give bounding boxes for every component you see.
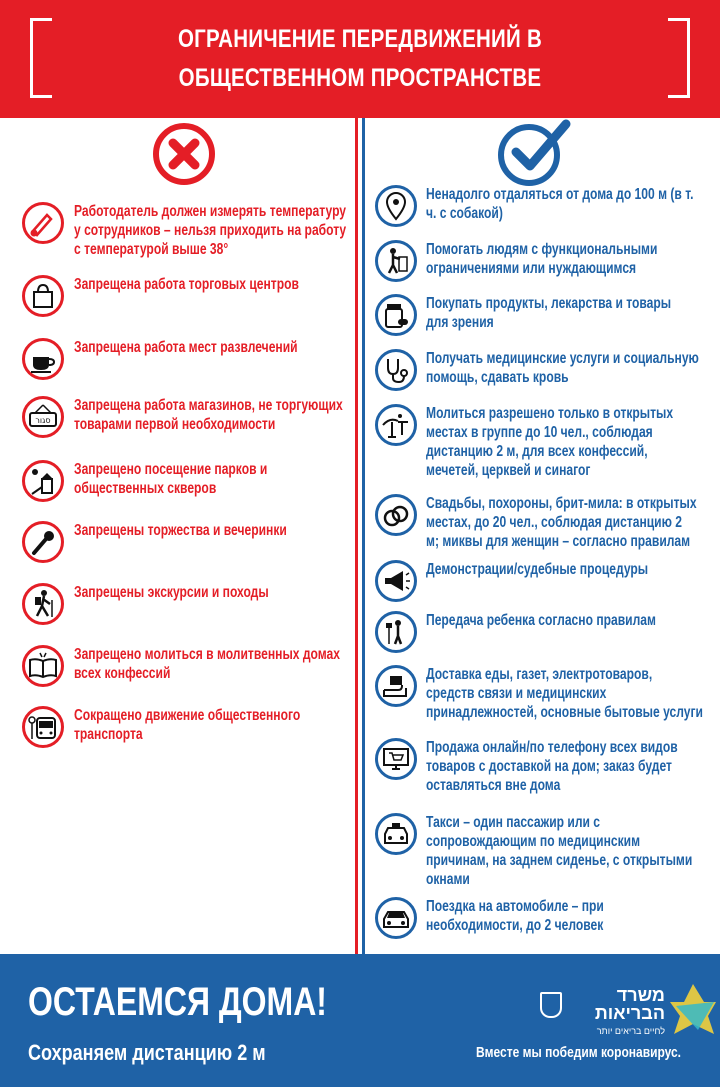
allowed-item-line: Ненадолго отдаляться от дома до 100 м (в т.	[426, 186, 694, 203]
prohibited-item-line: Сокращено движение общественного	[74, 707, 301, 724]
star-logo-icon	[668, 982, 718, 1038]
svg-text:סגור: סגור	[35, 416, 51, 425]
allowed-item-line: Продажа онлайн/по телефону всех видов	[426, 739, 678, 756]
allowed-item-line: местах, до 20 чел., соблюдая дистанцию 2	[426, 514, 683, 531]
footer-banner	[0, 954, 720, 1087]
allowed-item-text	[426, 349, 699, 387]
closed-sign-icon	[22, 396, 64, 438]
allowed-item-line: ограничениями или нуждающимся	[426, 260, 637, 277]
allowed-item	[375, 897, 654, 939]
prayer-icon	[375, 404, 417, 446]
slogan: Вместе мы победим коронавирус.	[476, 1044, 682, 1061]
prohibited-item	[22, 645, 415, 687]
hiker-icon	[22, 583, 64, 625]
allowed-item-line: сопровождающим по медицинским	[426, 833, 641, 850]
prohibited-item-text	[74, 521, 287, 540]
prohibited-item-line: всех конфессий	[74, 665, 171, 682]
allowed-item-line: средств связи и медицинских	[426, 685, 607, 702]
menorah-emblem-icon	[540, 992, 562, 1018]
allowed-item-line: принадлежностей, основные бытовые услуги	[426, 704, 703, 721]
allowed-item-line: Поездка на автомобиле – при	[426, 898, 604, 915]
prohibited-item	[22, 706, 364, 748]
prohibited-item-line: Запрещена работа мест развлечений	[74, 339, 298, 356]
prohibited-item-text	[74, 275, 299, 294]
medicine-icon	[375, 294, 417, 336]
prohibited-item	[22, 275, 362, 317]
prohibited-item-line: транспорта	[74, 726, 143, 743]
title-line-2: ОБЩЕСТВЕННОМ ПРОСТРАНСТВЕ	[178, 64, 542, 92]
prohibited-item-text	[74, 706, 300, 744]
prohibited-item-line: Запрещено молиться в молитвенных домах	[74, 646, 340, 663]
left-bracket-decoration	[30, 18, 52, 98]
allowed-item-text	[426, 185, 693, 223]
prohibited-item-line: товарами первой необходимости	[74, 416, 276, 433]
book-icon	[22, 645, 64, 687]
prohibited-item	[22, 338, 361, 380]
child-icon	[375, 611, 417, 653]
prohibited-item-line: Запрещена работа торговых центров	[74, 276, 299, 293]
allowed-item-line: Молиться разрешено только в открытых	[426, 405, 674, 422]
megaphone-icon	[375, 560, 417, 602]
prohibited-item-text	[74, 460, 267, 498]
taxi-icon	[375, 813, 417, 855]
delivery-icon	[375, 665, 417, 707]
allowed-item-text	[426, 294, 671, 332]
allowed-item-line: Получать медицинские услуги и социальную	[426, 350, 699, 367]
allowed-item	[375, 494, 720, 551]
allowed-item-line: товаров с доставкой на дом; заказ будет	[426, 758, 672, 775]
prohibited-item	[22, 460, 322, 502]
prohibited-item-line: с температурой выше 38°	[74, 241, 229, 258]
allowed-item-line: Доставка еды, газет, электротоваров,	[426, 666, 653, 683]
allowed-item-text	[426, 611, 656, 630]
allowed-item-line: необходимости, до 2 человек	[426, 917, 604, 934]
prohibited-item-line: общественных скверов	[74, 480, 217, 497]
prohibited-item-line: Запрещены экскурсии и походы	[74, 584, 269, 601]
prohibited-item-line: у сотрудников – нельзя приходить на работу	[74, 222, 347, 239]
prohibited-item-text	[74, 338, 298, 357]
playground-icon	[22, 460, 64, 502]
shopping-bag-icon	[22, 275, 64, 317]
allowed-item-text	[426, 404, 673, 480]
ministry-name: משרד הבריאות	[594, 985, 665, 1023]
allowed-item-line: окнами	[426, 871, 470, 888]
allowed-item-text	[426, 494, 697, 551]
stay-home-heading: ОСТАЕМСЯ ДОМА!	[28, 980, 327, 1024]
allowed-item-line: мечетей, церквей и синагог	[426, 462, 591, 479]
allowed-item	[375, 240, 720, 282]
allowed-item-line: Демонстрации/судебные процедуры	[426, 561, 649, 578]
bus-icon	[22, 706, 64, 748]
allowed-item-text	[426, 897, 604, 935]
prohibited-item-line: Запрещена работа магазинов, не торгующих	[74, 397, 343, 414]
prohibited-item	[22, 521, 347, 563]
prohibited-item-line: Запрещено посещение парков и	[74, 461, 268, 478]
allowed-item-line: местах в группе до 10 чел., соблюдая	[426, 424, 653, 441]
allowed-item-text	[426, 665, 703, 722]
prohibited-item-text	[74, 583, 269, 602]
allowed-item-text	[426, 738, 678, 795]
allowed-item	[375, 349, 720, 391]
prohibited-x-icon	[153, 123, 215, 185]
allowed-item-line: Покупать продукты, лекарства и товары	[426, 295, 672, 312]
online-shop-icon	[375, 738, 417, 780]
allowed-item	[375, 294, 720, 336]
allowed-item-text	[426, 240, 657, 278]
distance-subheading: Сохраняем дистанцию 2 м	[28, 1040, 266, 1065]
allowed-item	[375, 560, 711, 602]
prohibited-item	[22, 396, 419, 438]
allowed-item-line: Свадьбы, похороны, брит-мила: в открытых	[426, 495, 697, 512]
allowed-item-line: для зрения	[426, 314, 494, 331]
allowed-item-line: Передача ребенка согласно правилам	[426, 612, 656, 629]
allowed-item-line: Такси – один пассажир или с	[426, 814, 601, 831]
prohibited-item-text	[74, 202, 346, 259]
allowed-item	[375, 404, 720, 480]
prohibited-item-line: Запрещены торжества и вечеринки	[74, 522, 287, 539]
title-line-1: ОГРАНИЧЕНИЕ ПЕРЕДВИЖЕНИЙ В	[177, 25, 543, 53]
allowed-item-line: м; миквы для женщин – согласно правилам	[426, 533, 691, 550]
rings-icon	[375, 494, 417, 536]
microphone-icon	[22, 521, 64, 563]
allowed-item-line: ч. с собакой)	[426, 205, 503, 222]
allowed-check-icon	[498, 124, 560, 186]
header-banner	[0, 0, 720, 118]
allowed-item-text	[426, 560, 648, 579]
stethoscope-icon	[375, 349, 417, 391]
prohibited-item-line: Работодатель должен измерять температуру	[74, 203, 347, 220]
allowed-item-line: дистанцию 2 м, для всех конфессий,	[426, 443, 648, 460]
allowed-item-line: оставляться вне дома	[426, 777, 561, 794]
coffee-cup-icon	[22, 338, 64, 380]
allowed-item	[375, 813, 720, 889]
allowed-item	[375, 185, 720, 227]
allowed-item	[375, 738, 720, 795]
page-title	[122, 20, 598, 98]
ministry-tagline: לחיים בריאים יותר	[596, 1026, 665, 1036]
prohibited-item-text	[74, 396, 343, 434]
thermometer-icon	[22, 202, 64, 244]
prohibited-item	[22, 583, 324, 625]
car-icon	[375, 897, 417, 939]
prohibited-item	[22, 202, 423, 259]
allowed-item	[375, 611, 720, 653]
prohibited-item-text	[74, 645, 340, 683]
allowed-item-line: Помогать людям с функциональными	[426, 241, 658, 258]
allowed-item-line: причинам, на заднем сиденье, с открытыми	[426, 852, 693, 869]
location-pin-icon	[375, 185, 417, 227]
right-bracket-decoration	[668, 18, 690, 98]
helper-icon	[375, 240, 417, 282]
allowed-item	[375, 665, 720, 722]
allowed-item-text	[426, 813, 692, 889]
allowed-item-line: помощь, сдавать кровь	[426, 369, 569, 386]
